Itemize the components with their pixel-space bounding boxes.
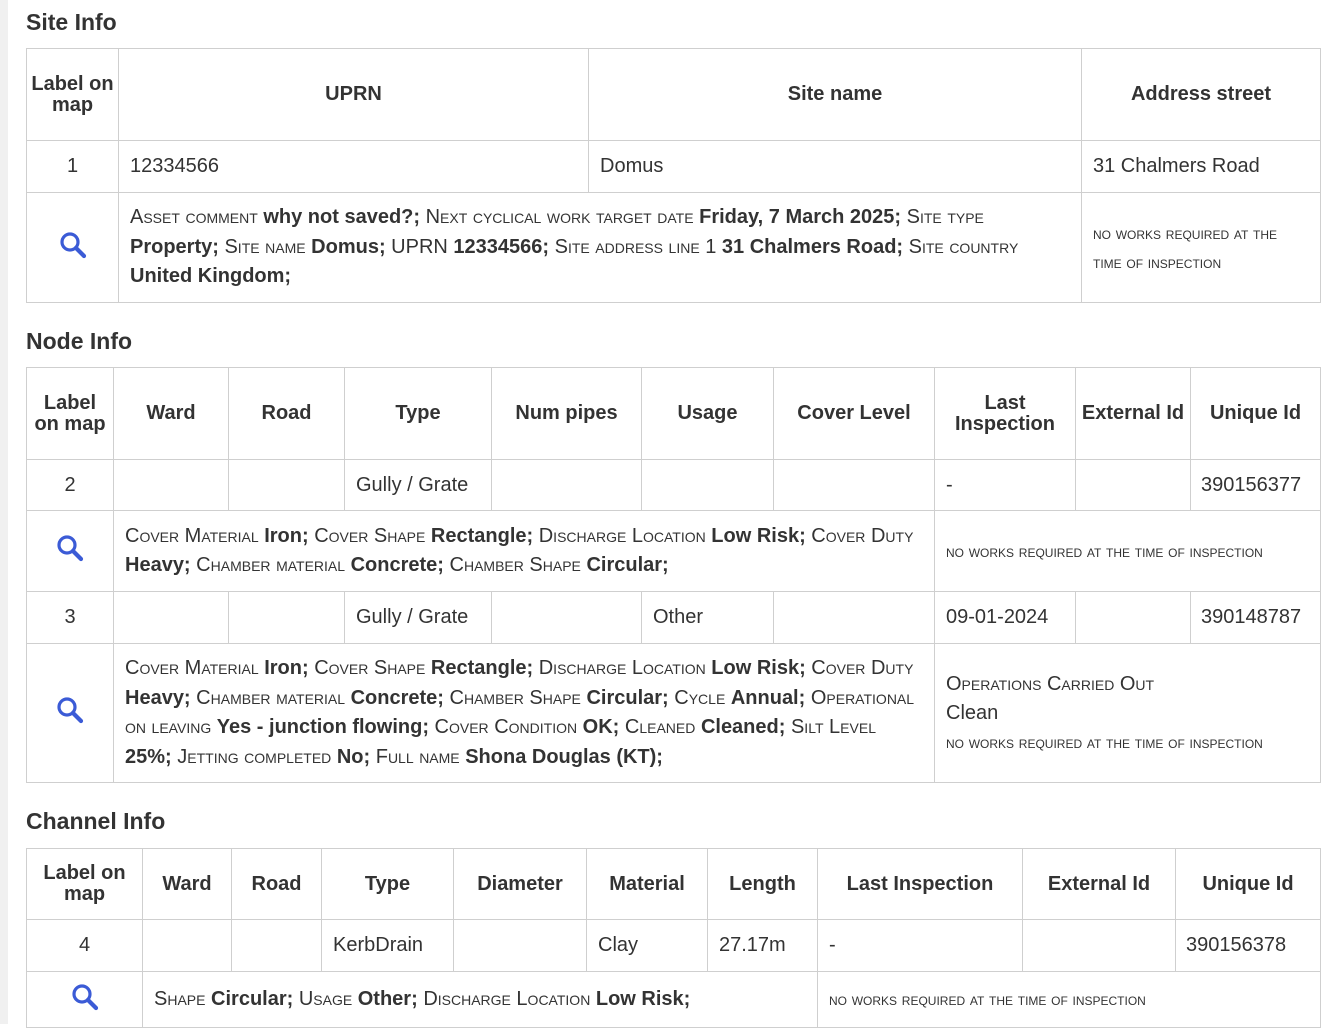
detail-key: Chamber Shape (449, 554, 587, 576)
detail-value: Circular; (211, 987, 294, 1010)
cell-cover-level (774, 592, 935, 644)
cell-last-inspection: - (935, 460, 1076, 511)
works-status: no works required at the time of inspection (946, 732, 1263, 752)
detail-key: Site type (906, 206, 984, 229)
detail-key: Chamber Shape (449, 686, 587, 709)
detail-value: Circular; (586, 554, 669, 576)
detail-value: Iron; (264, 657, 309, 679)
detail-key: Chamber material (196, 554, 351, 576)
cell-unique-id: 390156377 (1191, 460, 1321, 511)
detail-row (27, 644, 1321, 783)
magnify-cell (27, 644, 114, 783)
cell-last-inspection: - (818, 920, 1023, 972)
cell-num-pipes (492, 460, 642, 511)
detail-value: Yes - junction flowing; (216, 716, 429, 738)
detail-value: Annual; (730, 686, 806, 709)
header-road: Road (232, 849, 322, 920)
works-status: no works required at the time of inspection (1082, 193, 1321, 303)
header-type: Type (322, 849, 454, 920)
cell-label: 4 (27, 920, 143, 972)
works-status: no works required at the time of inspection (818, 972, 1321, 1028)
cell-uprn: 12334566 (119, 141, 589, 193)
header-last-inspection: Last Inspection (818, 849, 1023, 920)
header-ward: Ward (143, 849, 232, 920)
header-material: Material (587, 849, 708, 920)
cell-type: Gully / Grate (345, 460, 492, 511)
header-type: Type (345, 368, 492, 460)
table-row (27, 920, 1321, 972)
detail-value: 25%; (125, 745, 172, 768)
cell-label: 2 (27, 460, 114, 511)
channel-info-table (26, 848, 1321, 1028)
detail-key: Cleaned (624, 716, 701, 738)
detail-value: Domus; (311, 235, 386, 258)
magnifying-glass-icon[interactable] (55, 695, 85, 731)
detail-value: Friday, 7 March 2025; (699, 206, 902, 229)
cell-type: Gully / Grate (345, 592, 492, 644)
detail-key: Next cyclical work target date (425, 206, 700, 229)
detail-key: Cover Duty (811, 657, 914, 679)
detail-key: Usage (298, 987, 358, 1010)
header-external-id: External Id (1076, 368, 1191, 460)
detail-value: 12334566; (453, 235, 550, 258)
header-unique-id: Unique Id (1176, 849, 1321, 920)
detail-key: Operational on leaving (125, 686, 915, 738)
node-details (114, 644, 935, 783)
detail-row (27, 972, 1321, 1028)
magnify-cell (27, 972, 143, 1028)
header-last-inspection: Last Inspection (935, 368, 1076, 460)
detail-value: Concrete; (350, 554, 444, 576)
detail-key: Full name (375, 745, 466, 768)
magnifying-glass-icon[interactable] (58, 230, 88, 266)
cell-usage (642, 460, 774, 511)
detail-key: Discharge Location (423, 987, 596, 1010)
cell-road (232, 920, 322, 972)
header-unique-id: Unique Id (1191, 368, 1321, 460)
detail-key: Cover Shape (314, 524, 431, 547)
table-row (27, 592, 1321, 644)
detail-key: Cover Duty (811, 524, 914, 547)
detail-value: Rectangle; (430, 657, 534, 679)
detail-key: Asset comment (130, 206, 264, 229)
header-road: Road (229, 368, 345, 460)
cell-address-street: 31 Chalmers Road (1082, 141, 1321, 193)
header-cover-level: Cover Level (774, 368, 935, 460)
cell-type: KerbDrain (322, 920, 454, 972)
detail-value: Heavy; (125, 554, 191, 576)
detail-key: Cover Material (125, 657, 265, 679)
cell-ward (143, 920, 232, 972)
detail-key: Site country (908, 235, 1019, 258)
detail-value: Shona Douglas (KT); (465, 745, 663, 768)
header-diameter: Diameter (454, 849, 587, 920)
detail-value: Property; (130, 235, 219, 258)
cell-site-name: Domus (589, 141, 1082, 193)
detail-key: Cover Condition (434, 716, 583, 738)
node-info-title: Node Info (26, 328, 133, 354)
header-usage: Usage (642, 368, 774, 460)
magnifying-glass-icon[interactable] (55, 533, 85, 569)
cell-unique-id: 390148787 (1191, 592, 1321, 644)
detail-value: Concrete; (350, 686, 444, 709)
cell-ward (114, 592, 229, 644)
header-length: Length (708, 849, 818, 920)
site-info-table (26, 48, 1321, 303)
header-uprn: UPRN (119, 49, 589, 141)
header-label-on-map: Label on map (27, 49, 119, 141)
header-label-on-map: Label on map (27, 368, 114, 460)
detail-value: OK; (582, 716, 620, 738)
detail-value: Low Risk; (711, 657, 806, 679)
operations-value: Clean (946, 701, 999, 724)
detail-value: United Kingdom; (130, 265, 292, 288)
table-row (27, 460, 1321, 511)
works-status: no works required at the time of inspection (935, 511, 1321, 592)
detail-value: Iron; (264, 524, 309, 547)
detail-value: Low Risk; (595, 987, 691, 1010)
detail-key: Shape (154, 987, 212, 1010)
detail-key: Chamber material (196, 686, 351, 709)
header-site-name: Site name (589, 49, 1082, 141)
cell-cover-level (774, 460, 935, 511)
detail-key: Site name (224, 235, 312, 258)
cell-external-id (1023, 920, 1176, 972)
header-num-pipes: Num pipes (492, 368, 642, 460)
cell-road (229, 592, 345, 644)
detail-key: Silt Level (790, 716, 876, 738)
detail-key: Cover Shape (314, 657, 431, 679)
header-ward: Ward (114, 368, 229, 460)
detail-key: Cover Material (125, 524, 265, 547)
cell-usage: Other (642, 592, 774, 644)
cell-label: 1 (27, 141, 119, 193)
cell-ward (114, 460, 229, 511)
detail-value: No; (336, 745, 371, 768)
detail-value: why not saved?; (263, 206, 421, 229)
table-row (27, 141, 1321, 193)
cell-road (229, 460, 345, 511)
detail-key: Jetting completed (177, 745, 337, 768)
magnify-cell (27, 511, 114, 592)
detail-value: Heavy; (125, 686, 191, 709)
detail-value: Other; (357, 987, 418, 1010)
detail-row (27, 193, 1321, 303)
detail-value: 31 Chalmers Road; (721, 235, 904, 258)
cell-length: 27.17m (708, 920, 818, 972)
site-info-title: Site Info (26, 9, 117, 35)
cell-unique-id: 390156378 (1176, 920, 1321, 972)
detail-value: Low Risk; (711, 524, 806, 547)
detail-value: Circular; (586, 686, 669, 709)
detail-key: Discharge Location (538, 524, 712, 547)
operations-label: Operations Carried Out (946, 672, 1155, 695)
cell-label: 3 (27, 592, 114, 644)
detail-key: Cycle (674, 686, 731, 709)
node-details (114, 511, 935, 592)
left-edge-bar (0, 0, 8, 1024)
cell-last-inspection: 09-01-2024 (935, 592, 1076, 644)
operations-cell (935, 644, 1321, 783)
detail-key: Site address line 1 (554, 235, 722, 258)
magnify-cell (27, 193, 119, 303)
header-label-on-map: Label on map (27, 849, 143, 920)
cell-external-id (1076, 592, 1191, 644)
node-info-table (26, 367, 1321, 783)
detail-value: Cleaned; (700, 716, 786, 738)
cell-num-pipes (492, 592, 642, 644)
detail-row (27, 511, 1321, 592)
detail-value: Rectangle; (430, 524, 534, 547)
cell-material: Clay (587, 920, 708, 972)
channel-info-title: Channel Info (26, 808, 166, 834)
channel-details (143, 972, 818, 1028)
cell-external-id (1076, 460, 1191, 511)
magnifying-glass-icon[interactable] (70, 982, 100, 1018)
site-details (119, 193, 1082, 303)
detail-key: UPRN (391, 235, 454, 258)
cell-diameter (454, 920, 587, 972)
detail-key: Discharge Location (538, 657, 712, 679)
header-address-street: Address street (1082, 49, 1321, 141)
header-external-id: External Id (1023, 849, 1176, 920)
